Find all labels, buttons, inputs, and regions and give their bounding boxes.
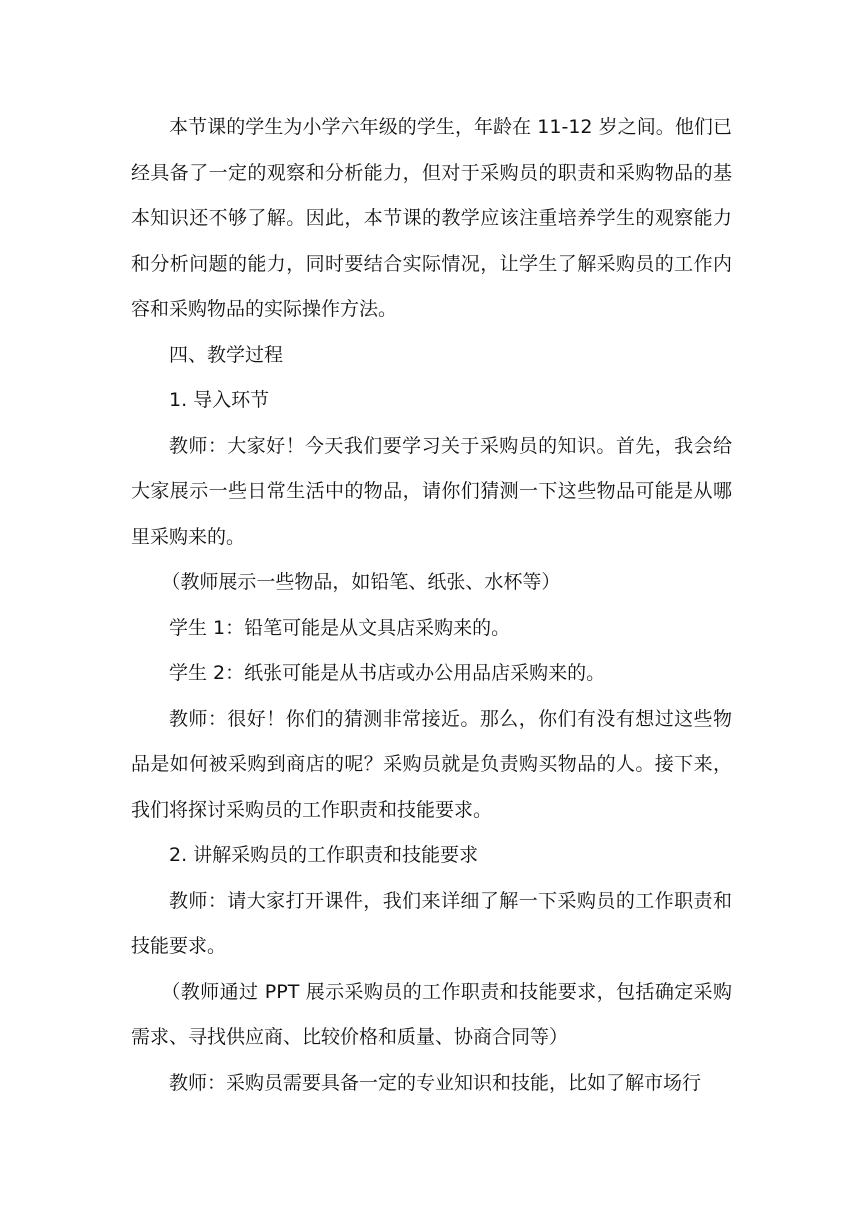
subheading-duties-skills: 2. 讲解采购员的工作职责和技能要求 — [169, 844, 479, 866]
paragraph-teacher-response: 教师：很好！你们的猜测非常接近。那么，你们有没有想过这些物品是如何被采购到商店的呢？采购员就是负责购买物品的人。接下来，我们将探讨采购员的工作职责和技能要求。 — [131, 707, 732, 821]
subheading-introduction: 1. 导入环节 — [169, 389, 270, 411]
paragraph-teacher-intro: 教师：大家好！今天我们要学习关于采购员的知识。首先，我会给大家展示一些日常生活中的物品，请你们猜测一下这些物品可能是从哪里采购来的。 — [131, 434, 732, 548]
paragraph-student-1: 学生 1：铅笔可能是从文具店采购来的。 — [169, 616, 511, 639]
paragraph-teacher-open-courseware: 教师：请大家打开课件，我们来详细了解一下采购员的工作职责和技能要求。 — [131, 889, 732, 957]
paragraph-teacher-ppt: （教师通过 PPT 展示采购员的工作职责和技能要求，包括确定采购需求、寻找供应商、比较价格和质量、协商合同等） — [131, 980, 732, 1048]
section-heading-teaching-process: 四、教学过程 — [169, 343, 284, 366]
paragraph-teacher-knowledge: 教师：采购员需要具备一定的专业知识和技能，比如了解市场行 — [169, 1071, 702, 1094]
paragraph-student-2: 学生 2：纸张可能是从书店或办公用品店采购来的。 — [169, 662, 606, 684]
paragraph-student-analysis: 本节课的学生为小学六年级的学生，年龄在 11-12 岁之间。他们已经具备了一定的观察和分析能力，但对于采购员的职责和采购物品的基本知识还不够了解。因此，本节课的教学应该注重培养学生的观察能力和分析问题的能力，同时要结合实际情况，让学生了解采购员的工作内容和采购物品的实际操作方法。 — [131, 116, 732, 320]
paragraph-teacher-shows-items: （教师展示一些物品，如铅笔、纸张、水杯等） — [161, 571, 561, 593]
